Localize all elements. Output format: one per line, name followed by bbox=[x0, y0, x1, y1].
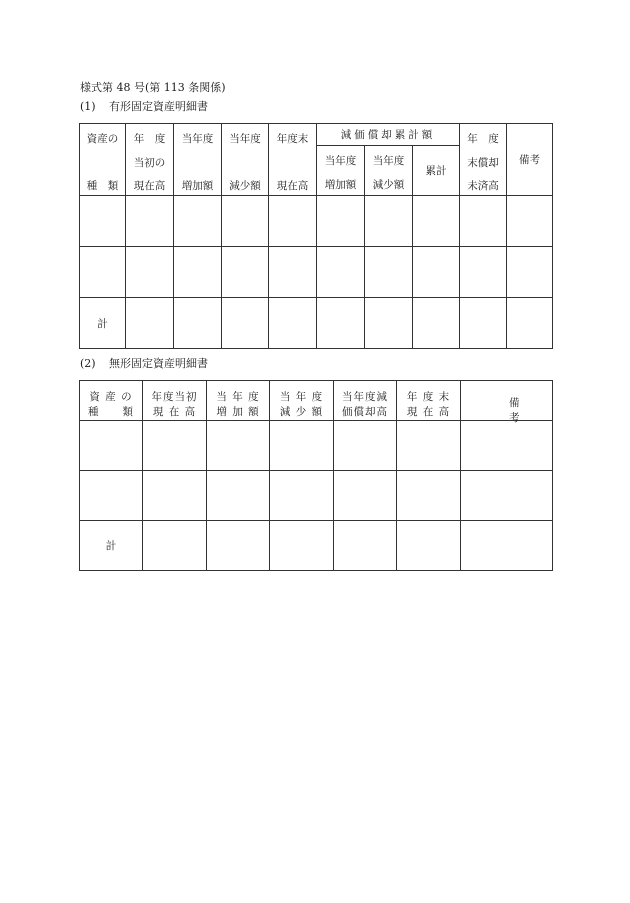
cell[interactable] bbox=[269, 298, 317, 349]
cell[interactable] bbox=[207, 521, 270, 571]
cell[interactable] bbox=[80, 196, 126, 247]
cell[interactable] bbox=[207, 421, 270, 471]
cell[interactable] bbox=[174, 247, 222, 298]
cell[interactable] bbox=[143, 421, 207, 471]
cell[interactable] bbox=[317, 247, 365, 298]
header-opening-balance: 年 度 当初の 現在高 bbox=[126, 124, 174, 196]
cell[interactable] bbox=[397, 471, 461, 521]
cell[interactable] bbox=[460, 298, 507, 349]
header-accumulated-depreciation: 減価償却累計額 bbox=[317, 124, 460, 146]
cell[interactable] bbox=[365, 196, 413, 247]
cell[interactable] bbox=[222, 247, 269, 298]
header-decrease: 当 年 度 減 少 額 bbox=[270, 381, 334, 421]
cell[interactable] bbox=[270, 521, 334, 571]
intangible-assets-table bbox=[79, 380, 568, 571]
cell[interactable] bbox=[143, 471, 207, 521]
cell[interactable] bbox=[126, 247, 174, 298]
cell[interactable] bbox=[334, 521, 397, 571]
cell[interactable] bbox=[317, 196, 365, 247]
cell[interactable] bbox=[174, 196, 222, 247]
header-increase: 当 年 度 増 加 額 bbox=[207, 381, 270, 421]
header-dep-cumulative: 累計 bbox=[413, 146, 460, 196]
section2-number: (2) bbox=[80, 357, 96, 370]
cell[interactable] bbox=[126, 196, 174, 247]
header-remarks: 備考 bbox=[507, 124, 553, 196]
cell[interactable] bbox=[317, 298, 365, 349]
section1-number: (1) bbox=[80, 100, 96, 113]
cell[interactable] bbox=[365, 247, 413, 298]
cell[interactable] bbox=[461, 471, 553, 521]
cell[interactable] bbox=[207, 471, 270, 521]
cell[interactable] bbox=[397, 521, 461, 571]
tangible-assets-table bbox=[79, 123, 553, 349]
total-label: 計 bbox=[80, 298, 126, 349]
header-decrease: 当年度 減少額 bbox=[222, 124, 269, 196]
cell[interactable] bbox=[334, 471, 397, 521]
cell[interactable] bbox=[270, 421, 334, 471]
cell[interactable] bbox=[269, 196, 317, 247]
cell[interactable] bbox=[80, 421, 143, 471]
cell[interactable] bbox=[222, 298, 269, 349]
header-remarks: 備考 bbox=[461, 381, 553, 421]
header-increase: 当年度 増加額 bbox=[174, 124, 222, 196]
cell[interactable] bbox=[174, 298, 222, 349]
section2-title: 無形固定資産明細書 bbox=[109, 357, 208, 370]
cell[interactable] bbox=[413, 247, 460, 298]
form-title: 様式第 48 号(第 113 条関係) bbox=[80, 81, 226, 94]
table-row bbox=[80, 421, 553, 471]
cell[interactable] bbox=[461, 521, 553, 571]
cell[interactable] bbox=[397, 421, 461, 471]
cell[interactable] bbox=[507, 247, 553, 298]
cell[interactable] bbox=[269, 247, 317, 298]
cell[interactable] bbox=[461, 421, 553, 471]
cell[interactable] bbox=[143, 521, 207, 571]
cell[interactable] bbox=[80, 471, 143, 521]
cell[interactable] bbox=[507, 196, 553, 247]
total-label: 計 bbox=[80, 521, 143, 571]
section2-heading bbox=[80, 357, 208, 371]
header-closing-undepreciated: 年 度 末償却 未済高 bbox=[460, 124, 507, 196]
cell[interactable] bbox=[334, 421, 397, 471]
header-dep-decrease: 当年度 減少額 bbox=[365, 146, 413, 196]
cell[interactable] bbox=[126, 298, 174, 349]
table-row bbox=[80, 247, 553, 298]
total-row bbox=[80, 298, 553, 349]
header-amortization: 当年度減 価償却高 bbox=[334, 381, 397, 421]
cell[interactable] bbox=[413, 196, 460, 247]
header-closing-balance: 年度末 現在高 bbox=[269, 124, 317, 196]
header-dep-increase: 当年度 増加額 bbox=[317, 146, 365, 196]
header-opening-balance: 年度当初 現 在 高 bbox=[143, 381, 207, 421]
cell[interactable] bbox=[80, 247, 126, 298]
table-row bbox=[80, 471, 553, 521]
table-row bbox=[80, 196, 553, 247]
cell[interactable] bbox=[460, 247, 507, 298]
cell[interactable] bbox=[270, 471, 334, 521]
section1-heading bbox=[80, 100, 208, 114]
cell[interactable] bbox=[507, 298, 553, 349]
header-closing-balance: 年 度 末 現 在 高 bbox=[397, 381, 461, 421]
header-asset-type: 資 産 の 種 類 bbox=[80, 381, 143, 421]
cell[interactable] bbox=[460, 196, 507, 247]
cell[interactable] bbox=[222, 196, 269, 247]
header-asset-type: 資産の 種 類 bbox=[80, 124, 126, 196]
cell[interactable] bbox=[365, 298, 413, 349]
section1-title: 有形固定資産明細書 bbox=[109, 100, 208, 113]
total-row bbox=[80, 521, 553, 571]
cell[interactable] bbox=[413, 298, 460, 349]
